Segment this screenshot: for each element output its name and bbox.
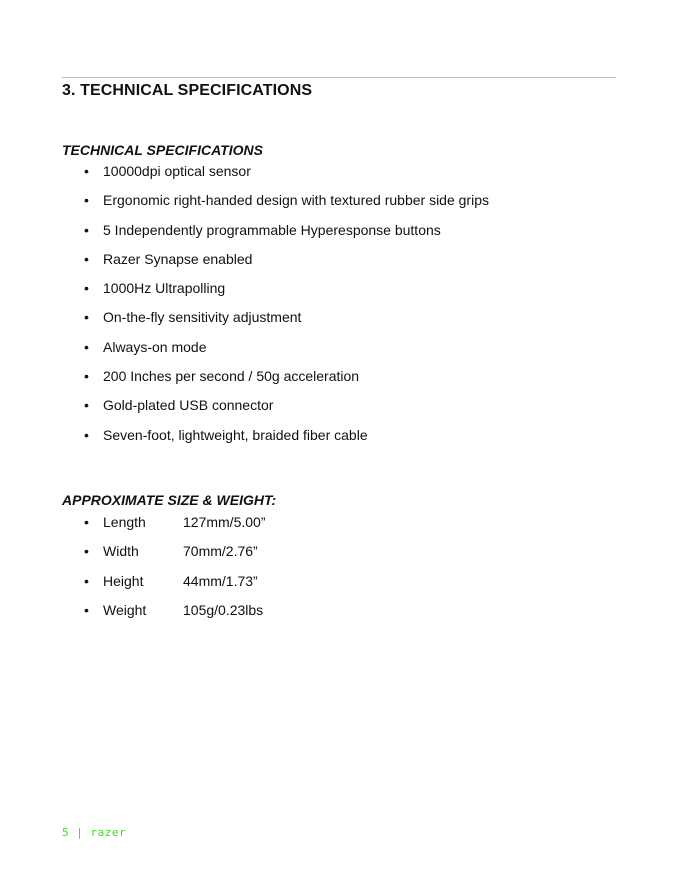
header-rule (62, 77, 616, 78)
bullet-icon: • (84, 309, 89, 326)
bullet-icon: • (84, 338, 89, 355)
footer-separator: | (76, 826, 84, 839)
dimension-value: 44mm/1.73” (183, 572, 258, 589)
dimension-label: Width (103, 543, 139, 560)
spec-text: On-the-fly sensitivity adjustment (103, 309, 302, 326)
dimension-label: Weight (103, 601, 147, 618)
spec-text: 5 Independently programmable Hyperesponse buttons (103, 221, 441, 238)
spec-text: 200 Inches per second / 50g acceleration (103, 368, 360, 385)
bullet-icon: • (84, 514, 89, 530)
bullet-icon: • (84, 250, 89, 267)
bullet-icon: • (84, 397, 89, 414)
brand-logo: razer (90, 826, 127, 839)
bullet-icon: • (84, 221, 89, 238)
size-weight-heading: APPROXIMATE SIZE & WEIGHT: (62, 492, 277, 508)
spec-text: Always-on mode (103, 338, 207, 355)
bullet-icon: • (84, 280, 89, 297)
dimension-label: Height (103, 572, 144, 589)
tech-specs-heading: TECHNICAL SPECIFICATIONS (62, 142, 263, 158)
bullet-icon: • (84, 572, 89, 589)
bullet-icon: • (84, 163, 89, 179)
bullet-icon: • (84, 601, 89, 618)
dimension-label: Length (103, 514, 146, 530)
page-footer (62, 826, 126, 839)
bullet-icon: • (84, 543, 89, 560)
spec-text: Seven-foot, lightweight, braided fiber cable (103, 426, 368, 443)
bullet-icon: • (84, 426, 89, 443)
spec-text: Razer Synapse enabled (103, 250, 253, 267)
spec-text: Gold-plated USB connector (103, 397, 274, 414)
bullet-icon: • (84, 192, 89, 209)
bullet-icon: • (84, 368, 89, 385)
spec-text: 1000Hz Ultrapolling (103, 280, 226, 297)
dimension-value: 127mm/5.00” (183, 514, 266, 530)
spec-text: 10000dpi optical sensor (103, 163, 251, 179)
page-title: 3. TECHNICAL SPECIFICATIONS (62, 82, 313, 99)
spec-text: Ergonomic right-handed design with textured rubber side grips (103, 192, 489, 209)
dimension-value: 70mm/2.76” (183, 543, 258, 560)
page-number: 5 (62, 826, 70, 839)
dimension-value: 105g/0.23lbs (183, 601, 264, 618)
